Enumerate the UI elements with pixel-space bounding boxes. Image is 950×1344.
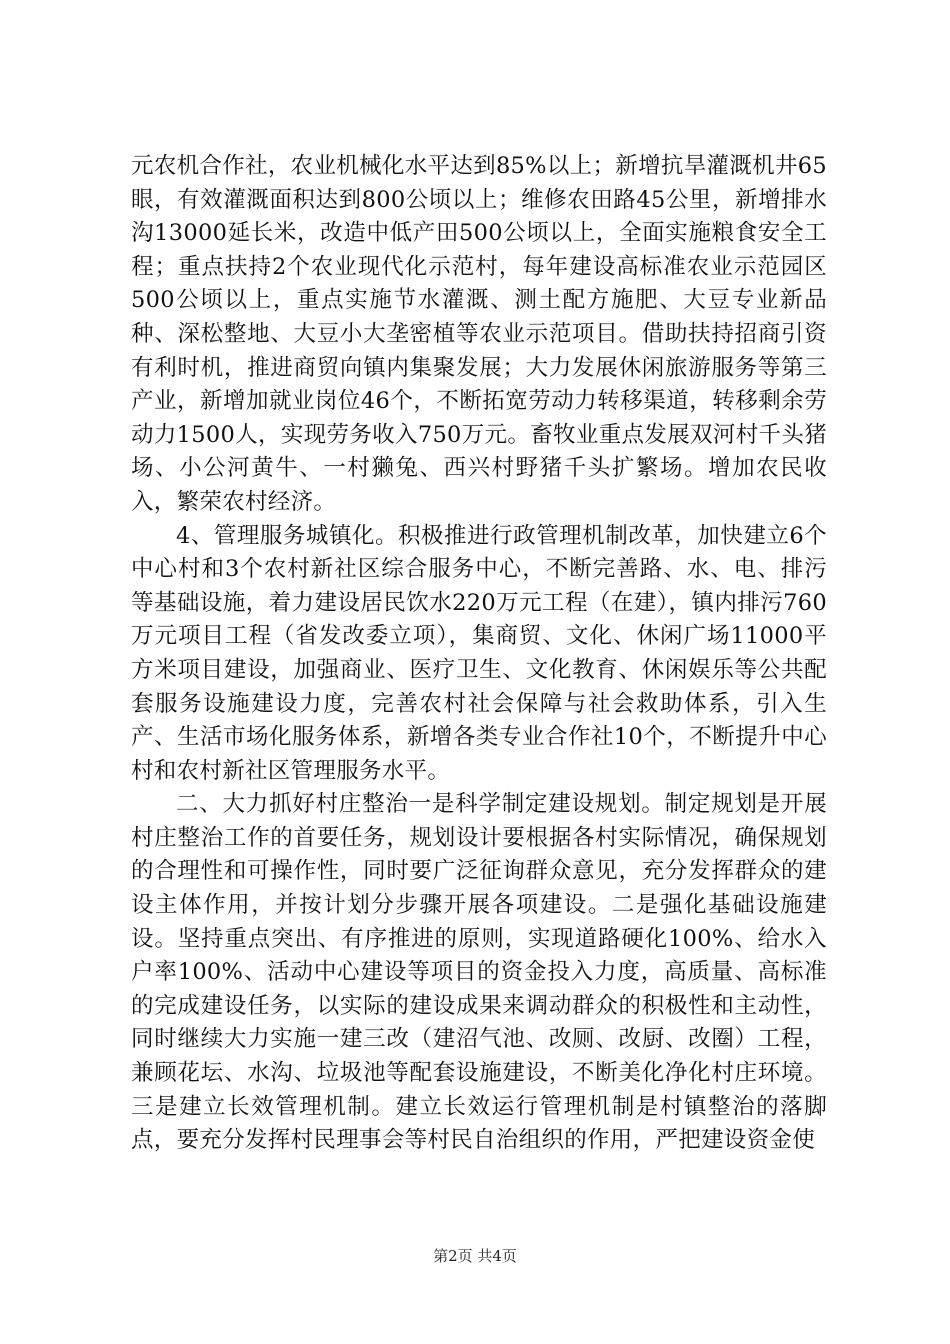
paragraph-continuation: 元农机合作社，农业机械化水平达到85%以上；新增抗旱灌溉机井65眼，有效灌溉面积达到800公顷以上；维修农田路45公里，新增排水沟13000延长米，改造中低产田500公顷以上，全面实施粮食安全工程；重点扶持2个农业现代化示范村，每年建设高标准农业示范园区500公顷以上，重点实施节水灌溉、测土配方施肥、大豆专业新品种、深松整地、大豆小大垄密植等农业示范项目。借助扶持招商引资有利时机，推进商贸向镇内集聚发展；大力发展休闲旅游服务等第三产业，新增加就业岗位46个，不断拓宽劳动力转移渠道，转移剩余劳动力1500人，实现劳务收入750万元。畜牧业重点发展双河村千头猪场、小公河黄牛、一村獭兔、西兴村野猪千头扩繁场。增加农民收入，繁荣农村经济。	[131, 153, 827, 515]
paragraph-management-services: 4、管理服务城镇化。积极推进行政管理机制改革，加快建立6个中心村和3个农村新社区综合服务中心，不断完善路、水、电、排污等基础设施，着力建设居民饮水220万元工程（在建），镇内排污760万元项目工程（省发改委立项），集商贸、文化、休闲广场11000平方米项目建设，加强商业、医疗卫生、文化教育、休闲娱乐等公共配套服务设施建设力度，完善农村社会保障与社会救助体系，引入生产、生活市场化服务体系，新增各类专业合作社10个，不断提升中心村和农村新社区管理服务水平。	[131, 522, 827, 784]
paragraph-village-renovation: 二、大力抓好村庄整治一是科学制定建设规划。制定规划是开展村庄整治工作的首要任务，规划设计要根据各村实际情况，确保规划的合理性和可操作性，同时要广泛征询群众意见，充分发挥群众的建设主体作用，并按计划分步骤开展各项建设。二是强化基础设施建设。坚持重点突出、有序推进的原则，实现道路硬化100%、给水入户率100%、活动中心建设等项目的资金投入力度，高质量、高标准的完成建设任务，以实际的建设成果来调动群众的积极性和主动性，同时继续大力实施一建三改（建沼气池、改厕、改厨、改圈）工程，兼顾花坛、水沟、垃圾池等配套设施建设，不断美化净化村庄环境。三是建立长效管理机制。建立长效运行管理机制是村镇整治的落脚点，要充分发挥村民理事会等村民自治组织的作用，严把建设资金使	[131, 791, 827, 1154]
page-footer: 第2页 共4页	[433, 1247, 517, 1265]
document-body	[131, 150, 827, 1158]
